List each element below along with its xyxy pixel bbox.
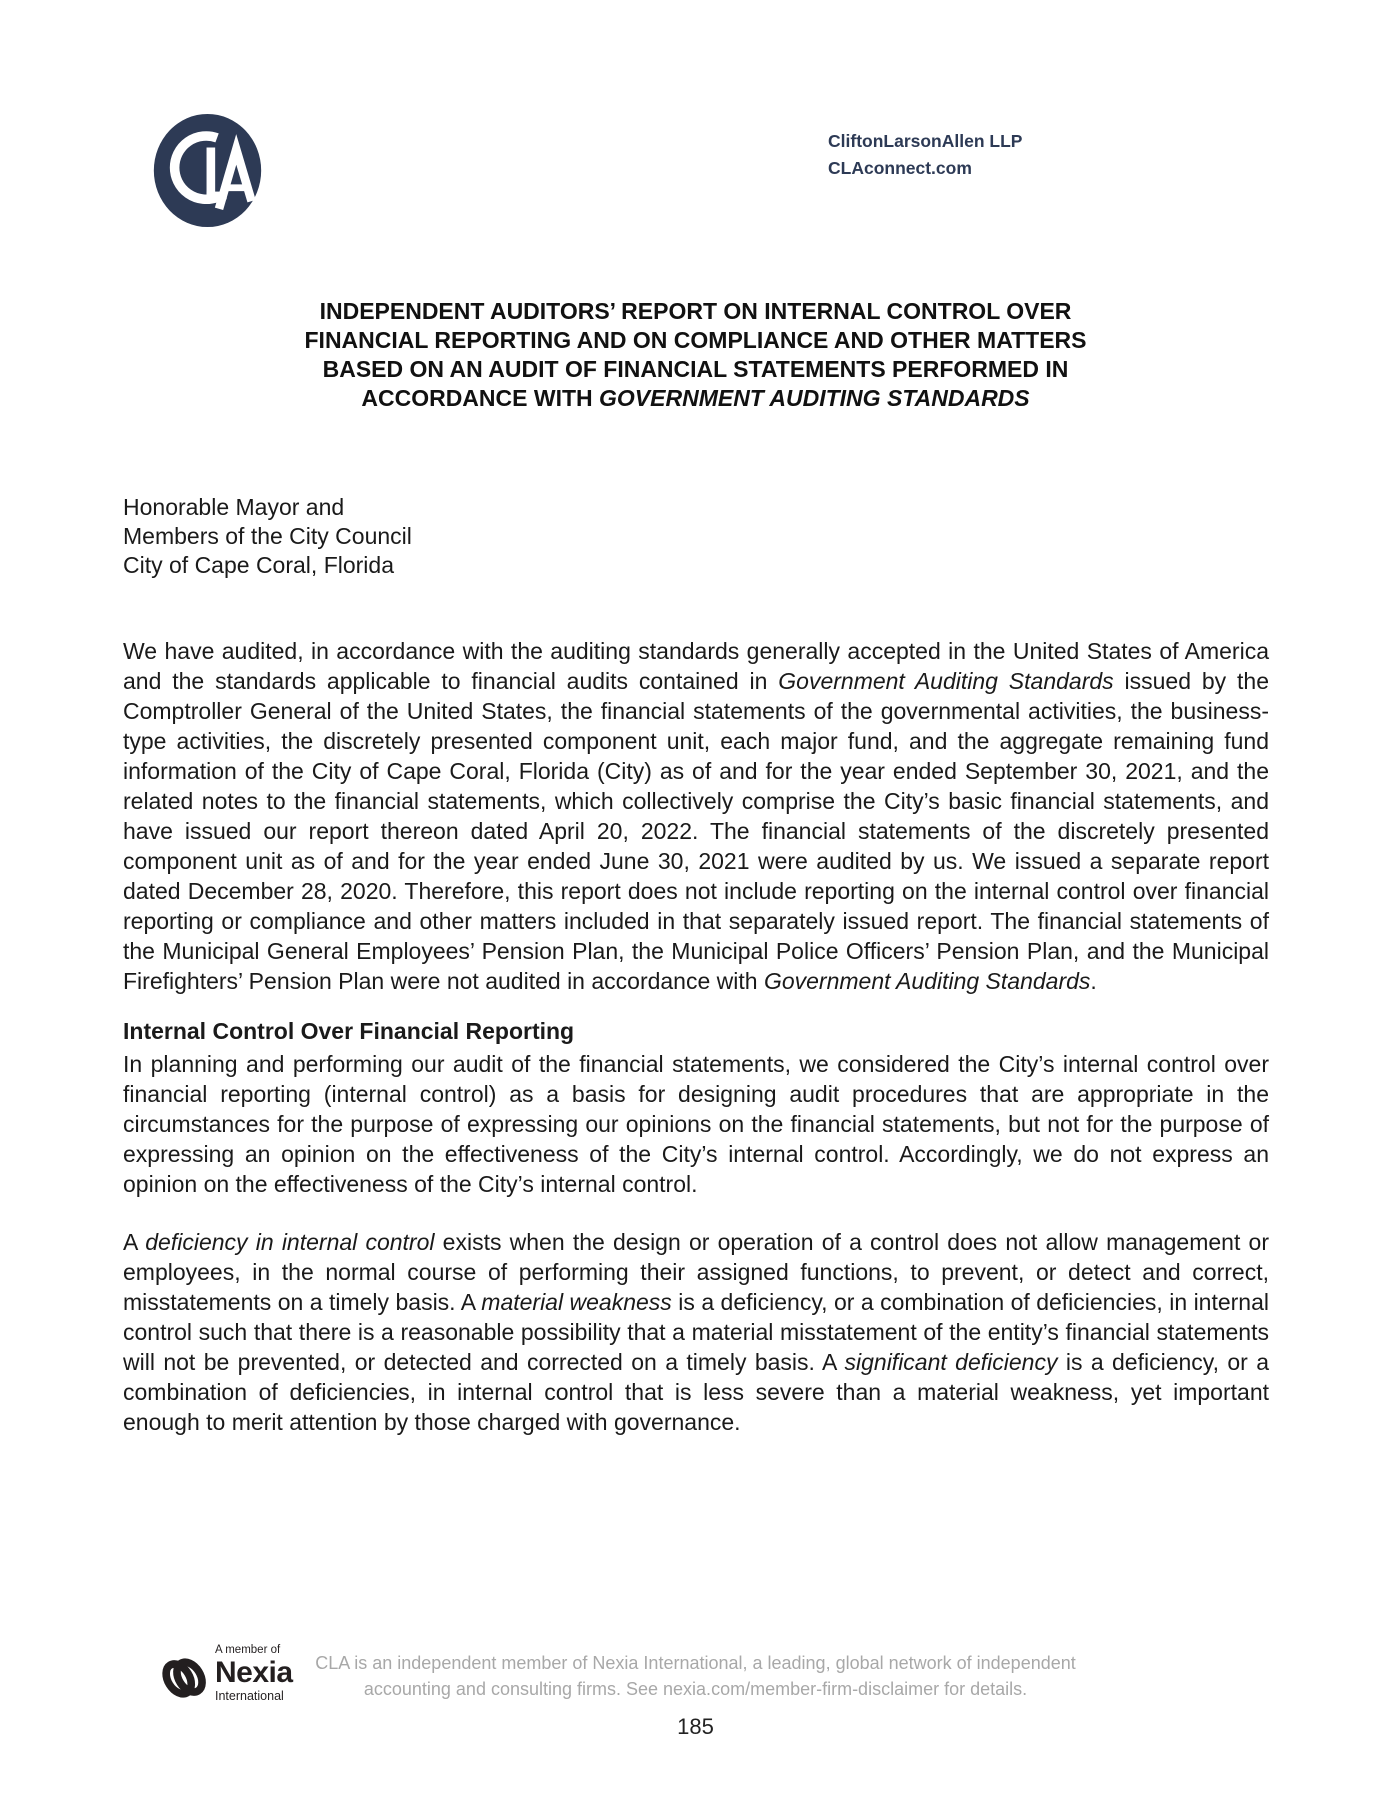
report-title-line4: ACCORDANCE WITH GOVERNMENT AUDITING STANDARDS: [361, 385, 1030, 411]
addressee-block: [123, 493, 412, 580]
section-heading-internal-control: Internal Control Over Financial Reporting: [123, 1018, 575, 1044]
nexia-name: Nexia: [215, 1655, 293, 1689]
report-title: [0, 297, 1391, 413]
cla-logo-icon: [150, 113, 265, 228]
addressee-line1: Honorable Mayor and: [123, 494, 345, 520]
nexia-logo: [158, 1645, 293, 1705]
report-title-line2: FINANCIAL REPORTING AND ON COMPLIANCE AND OTHER MATTERS: [304, 327, 1087, 353]
firm-name: CliftonLarsonAllen LLP: [828, 131, 1023, 151]
firm-website: CLAconnect.com: [828, 158, 972, 178]
footer-disclaimer: [286, 1650, 1106, 1702]
firm-block: [828, 128, 1022, 182]
nexia-text: [215, 1645, 293, 1702]
deficiency-paragraph: A deficiency in internal control exists when the design or operation of a control does not allow management or employees, in the normal course of performing their assigned functions, to prevent, or detect and correct, misstatements on a timely basis. A material weakness is a deficiency, or a combination of deficiencies, in internal control such that there is a reasonable possibility that a material misstatement of the entity’s financial statements will not be prevented, or detected and corrected on a timely basis. A significant deficiency is a deficiency, or a combination of deficiencies, in internal control that is less severe than a material weakness, yet important enough to merit attention by those charged with governance.: [123, 1229, 1269, 1435]
intro-paragraph: We have audited, in accordance with the auditing standards generally accepted in the United States of America and the standards applicable to financial audits contained in Government Auditing Standards issued by the Comptroller General of the United States, the financial statements of the governmental activities, the business-type activities, the discretely presented component unit, each major fund, and the aggregate remaining fund information of the City of Cape Coral, Florida (City) as of and for the year ended September 30, 2021, and the related notes to the financial statements, which collectively comprise the City’s basic financial statements, and have issued our report thereon dated April 20, 2022. The financial statements of the discretely presented component unit as of and for the year ended June 30, 2021 were audited by us. We issued a separate report dated December 28, 2020. Therefore, this report does not include reporting on the internal control over financial reporting or compliance and other matters included in that separately issued report. The financial statements of the Municipal General Employees’ Pension Plan, the Municipal Police Officers’ Pension Plan, and the Municipal Firefighters’ Pension Plan were not audited in accordance with Government Auditing Standards.: [123, 638, 1269, 994]
nexia-international: International: [215, 1688, 284, 1703]
report-title-line3: BASED ON AN AUDIT OF FINANCIAL STATEMENTS PERFORMED IN: [322, 356, 1069, 382]
nexia-member-of: A member of: [215, 1644, 281, 1656]
footer-disclaimer-line1: CLA is an independent member of Nexia International, a leading, global network of independent: [315, 1653, 1076, 1673]
report-title-line1: INDEPENDENT AUDITORS’ REPORT ON INTERNAL CONTROL OVER: [319, 298, 1072, 324]
report-body: [123, 636, 1269, 1437]
cla-logo: [150, 113, 265, 228]
addressee-line2: Members of the City Council: [123, 523, 412, 549]
nexia-knot-icon: [158, 1651, 212, 1705]
footer-disclaimer-line2: accounting and consulting firms. See nexia.com/member-firm-disclaimer for details.: [363, 1679, 1028, 1699]
addressee-line3: City of Cape Coral, Florida: [123, 552, 394, 578]
internal-control-paragraph: In planning and performing our audit of the financial statements, we considered the City’s internal control over financial reporting (internal control) as a basis for designing audit procedures that are appropriate in the circumstances for the purpose of expressing our opinions on the financial statements, but not for the purpose of expressing an opinion on the effectiveness of the City’s internal control. Accordingly, we do not express an opinion on the effectiveness of the City’s internal control.: [123, 1051, 1269, 1197]
page-number: 185: [677, 1714, 714, 1739]
